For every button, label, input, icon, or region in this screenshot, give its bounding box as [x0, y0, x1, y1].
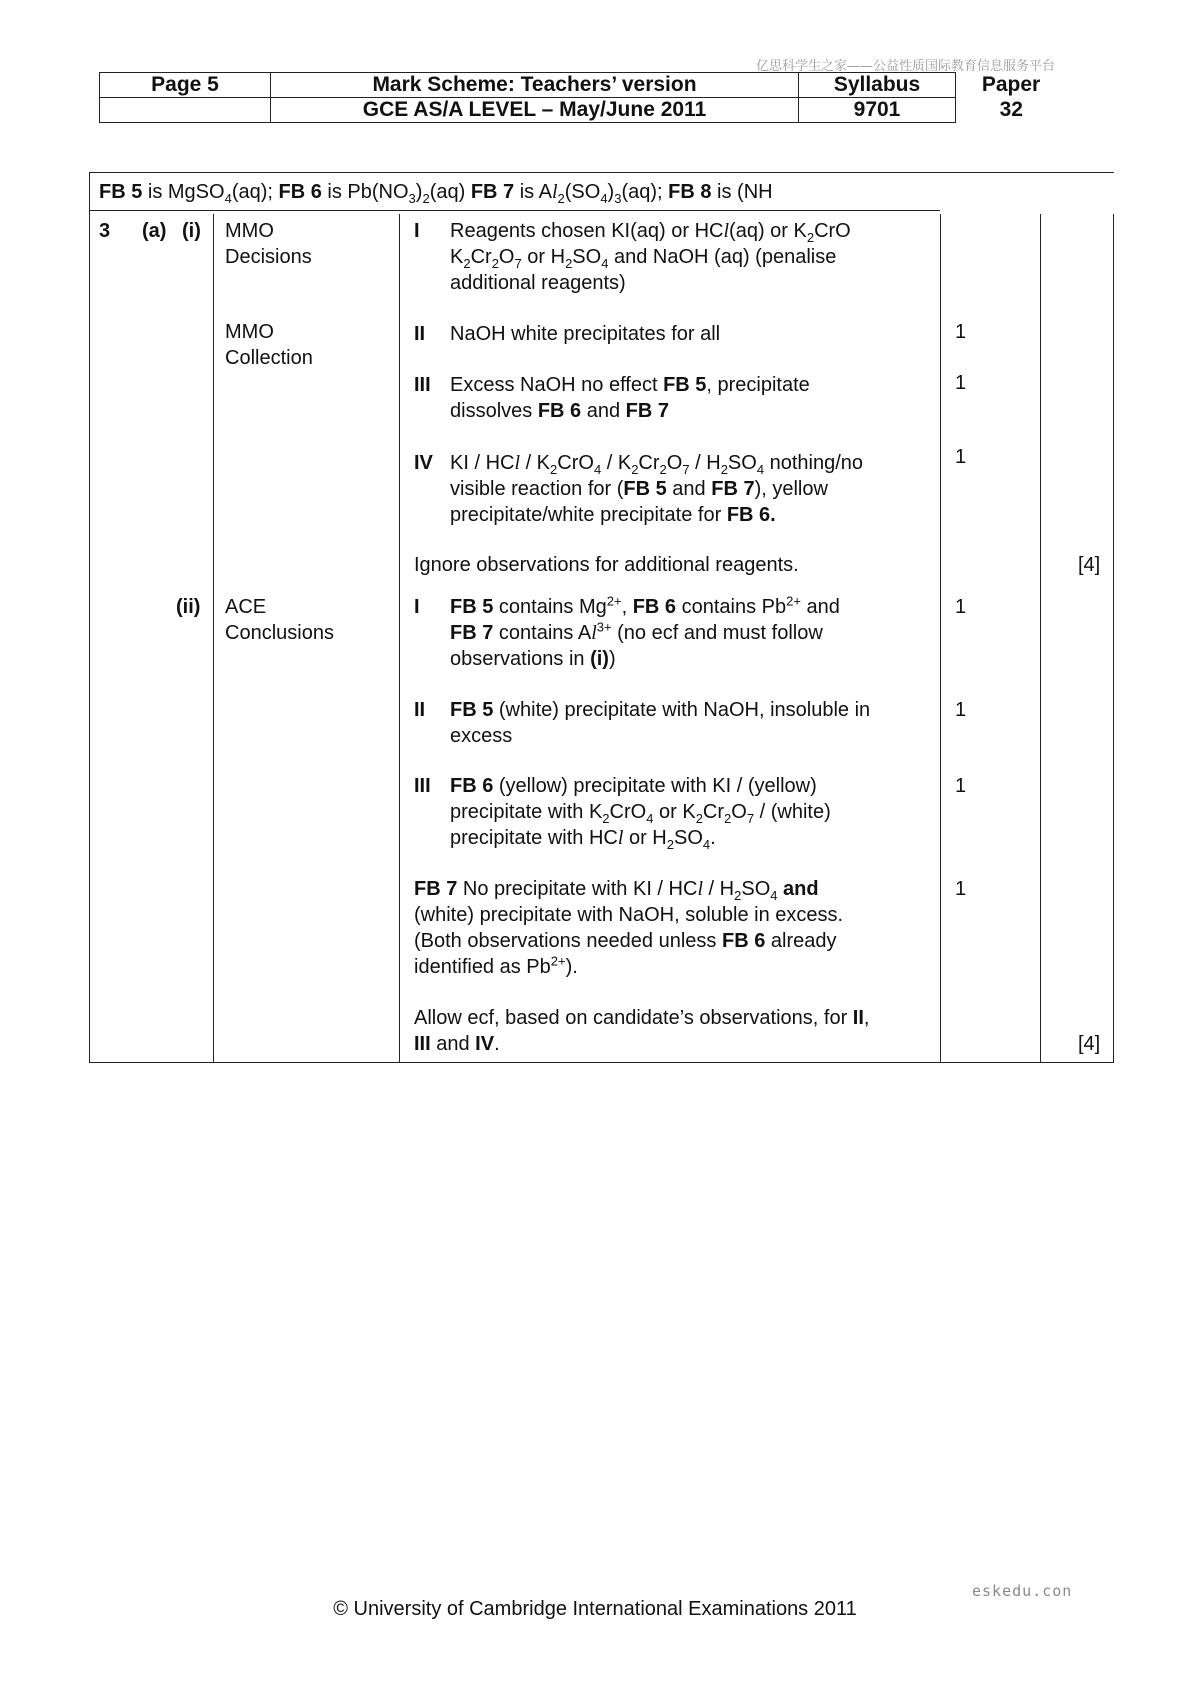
point-label-III: III	[414, 374, 431, 396]
point-label-II: II	[414, 323, 426, 345]
subpart-i: (i)	[182, 220, 201, 242]
copyright-footer: © University of Cambridge International Examinations 2011	[333, 1598, 857, 1620]
watermark-top: 亿思科学生之家——公益性质国际教育信息服务平台	[755, 59, 1055, 74]
document-title: Mark Scheme: Teachers’ version	[271, 73, 799, 98]
page-number-blank	[100, 98, 271, 123]
mark-point-II: 1	[955, 321, 967, 343]
paper-label: Paper	[981, 73, 1041, 96]
col-divider-1	[213, 214, 214, 1062]
fb-identities-row: FB 5 is MgSO$_4$(aq); FB 6 is $Pb(NO_3)_2(aq)$ FB 7 is $Al_2(SO_4)_3(aq)$; FB 8 is (NH	[99, 181, 773, 206]
mark-point-IV: 1	[955, 446, 967, 468]
conclusion-I-text: FB 5 contains $Mg^{2+}$, FB 6 contains $Pb^{2+}$ and FB 7 contains $Al^{3+}$ (no ecf and must follow observations in (i))	[450, 593, 840, 670]
skill-mmo-collection: MMO Collection	[225, 321, 313, 369]
syllabus-code: 9701	[799, 98, 956, 123]
conclusion-label-I: I	[414, 596, 420, 618]
total-marks-ii: [4]	[1078, 1033, 1101, 1055]
question-number: 3	[99, 220, 111, 242]
mark-conclusion-III: 1	[955, 775, 967, 797]
conclusion-FB7-text: FB 7 No precipitate with KI / HCl / $H_2SO_4$ and (white) precipitate with NaOH, soluble in excess. (Both observations needed unless FB 6 already identified as $Pb^{2+}$).	[414, 878, 844, 978]
point-III-text: Excess NaOH no effect FB 5, precipitate dissolves FB 6 and FB 7	[450, 374, 810, 422]
mark-conclusion-I: 1	[955, 596, 967, 618]
conclusion-label-III: III	[414, 775, 431, 797]
col-divider-2	[399, 214, 400, 1062]
skill-ace-conclusions: ACE Conclusions	[225, 596, 334, 644]
exam-session: GCE AS/A LEVEL – May/June 2011	[271, 98, 799, 123]
point-I-text: Reagents chosen KI(aq) or HCl(aq) or $K_2CrO$ $K_2Cr_2O_7$ or $H_2SO_4$ and NaOH (aq) (penalise additional reagents)	[450, 220, 851, 294]
table-left-border	[89, 172, 90, 1062]
col-divider-4	[1040, 214, 1041, 1062]
ignore-note: Ignore observations for additional reagents.	[414, 554, 799, 576]
conclusion-III-text: FB 6 (yellow) precipitate with KI / (yellow) precipitate with $K_2CrO_4$ or $K_2Cr_2O_7$ / (white) precipitate with HCl or $H_2SO_4$.	[450, 775, 831, 852]
page-number: Page 5	[100, 73, 271, 98]
syllabus-label: Syllabus	[799, 73, 956, 98]
allow-ecf-note: Allow ecf, based on candidate’s observations, for II, III and IV.	[414, 1007, 870, 1055]
col-divider-3	[940, 214, 941, 1062]
mark-conclusion-II: 1	[955, 699, 967, 721]
point-label-IV: IV	[414, 452, 433, 474]
total-marks-i: [4]	[1078, 554, 1101, 576]
page-header-table	[99, 72, 1067, 123]
subpart-ii: (ii)	[176, 596, 201, 618]
mark-conclusion-FB7: 1	[955, 878, 967, 900]
conclusion-label-II: II	[414, 699, 426, 721]
paper-code: 32	[999, 98, 1023, 121]
fb-row-bottom-rule	[89, 210, 940, 211]
point-IV-text: KI / HCl / $K_2CrO_4 / K_2Cr_2O_7 / H_2SO_4$ nothing/no visible reaction for (FB 5 and FB 7), yellow precipitate/white precipitate for FB 6.	[450, 452, 864, 526]
conclusion-II-text: FB 5 (white) precipitate with NaOH, insoluble in excess	[450, 699, 871, 747]
point-label-I: I	[414, 220, 420, 242]
table-right-border	[1113, 214, 1114, 1062]
watermark-bottom: eskedu.con	[972, 1582, 1073, 1600]
table-top-rule	[89, 172, 1114, 173]
mark-point-III: 1	[955, 372, 967, 394]
skill-mmo-decisions: MMO Decisions	[225, 220, 312, 268]
table-bottom-rule	[89, 1062, 1114, 1063]
question-part: (a)	[142, 220, 167, 242]
point-II-text: NaOH white precipitates for all	[450, 323, 721, 345]
